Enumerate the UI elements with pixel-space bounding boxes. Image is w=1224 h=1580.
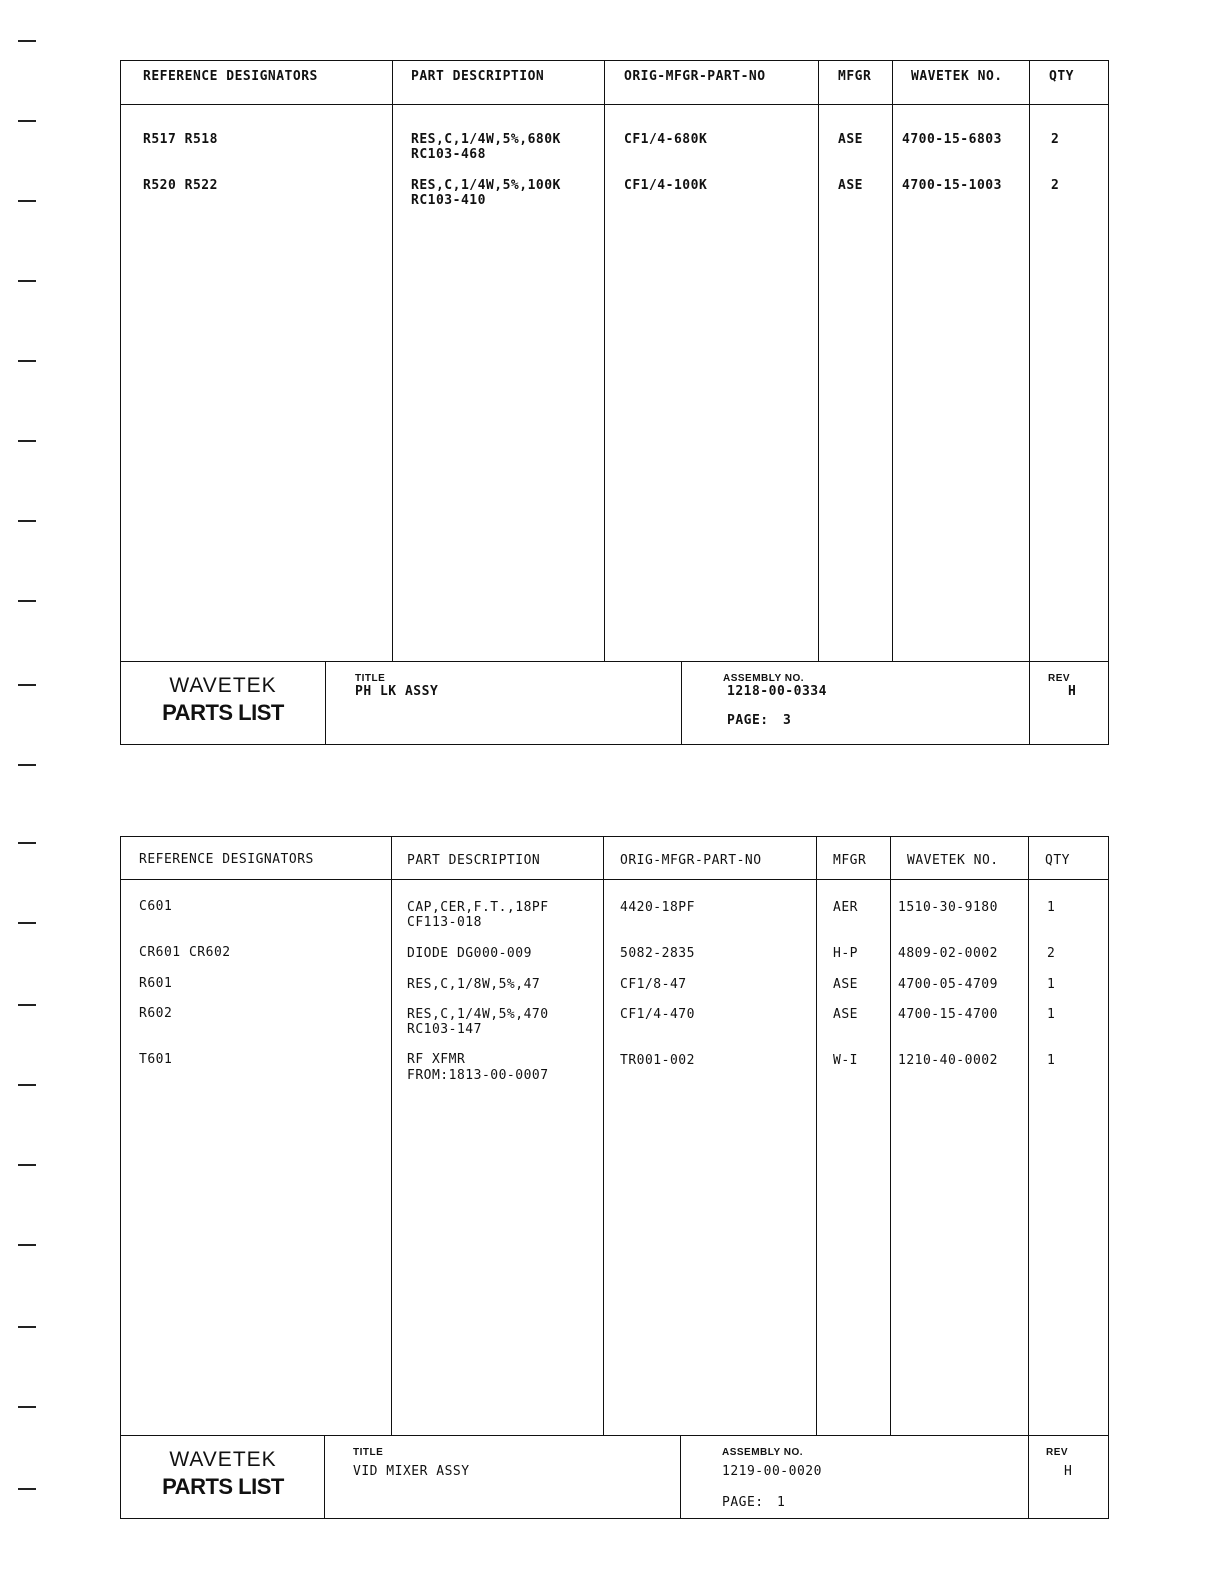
cell-desc: CAP,CER,F.T.,18PF: [407, 900, 549, 915]
rev-label: REV: [1046, 1447, 1069, 1458]
footer-divider: [680, 1436, 681, 1518]
footer-divider: [324, 1436, 325, 1518]
margin-tick: [18, 360, 36, 362]
cell-mfg-part: CF1/4-100K: [624, 178, 708, 193]
assembly-value: 1219-00-0020: [722, 1464, 822, 1479]
margin-tick: [18, 922, 36, 924]
cell-mfgr: ASE: [838, 178, 863, 193]
cell-ref: R602: [139, 1006, 173, 1021]
cell-wavetek-no: 4700-15-6803: [902, 132, 1002, 147]
footer-divider: [325, 662, 326, 744]
header-mfgr: MFGR: [838, 69, 872, 84]
wavetek-logo: WAVETEK: [169, 1448, 277, 1471]
footer-divider: [1029, 662, 1030, 744]
assembly-label: ASSEMBLY NO.: [722, 1447, 804, 1458]
cell-qty: 2: [1047, 946, 1056, 961]
cell-qty: 2: [1051, 178, 1060, 193]
cell-desc: RF XFMR: [407, 1052, 466, 1067]
margin-tick: [18, 684, 36, 686]
cell-desc-line2: FROM:1813-00-0007: [407, 1068, 549, 1083]
cell-wavetek-no: 4809-02-0002: [898, 946, 998, 961]
cell-wavetek-no: 4700-15-4700: [898, 1007, 998, 1022]
wavetek-logo: WAVETEK: [169, 674, 277, 697]
cell-mfg-part: 4420-18PF: [620, 900, 695, 915]
cell-wavetek-no: 1210-40-0002: [898, 1053, 998, 1068]
footer-divider: [681, 662, 682, 744]
column-divider: [816, 837, 817, 1436]
cell-ref: CR601 CR602: [139, 945, 231, 960]
cell-ref: C601: [139, 899, 173, 914]
rev-value: H: [1068, 684, 1077, 699]
margin-tick: [18, 1244, 36, 1246]
parts-list-sheet: [120, 836, 1109, 1519]
cell-mfgr: AER: [833, 900, 858, 915]
title-block: [121, 1435, 1108, 1518]
brand-block: [121, 662, 325, 744]
cell-mfg-part: 5082-2835: [620, 946, 695, 961]
footer-divider: [1028, 1436, 1029, 1518]
cell-mfg-part: TR001-002: [620, 1053, 695, 1068]
cell-desc: RES,C,1/4W,5%,680K: [411, 132, 561, 147]
cell-qty: 2: [1051, 132, 1060, 147]
header-mfgr: MFGR: [833, 853, 867, 868]
parts-list-sheet: [120, 60, 1109, 745]
header-wavetek-no: WAVETEK NO.: [911, 69, 1003, 84]
margin-tick: [18, 1488, 36, 1490]
rev-value: H: [1064, 1464, 1073, 1479]
cell-mfgr: ASE: [838, 132, 863, 147]
title-label: TITLE: [355, 673, 386, 684]
cell-ref: T601: [139, 1052, 173, 1067]
cell-desc-line2: RC103-410: [411, 193, 486, 208]
cell-wavetek-no: 4700-15-1003: [902, 178, 1002, 193]
rev-label: REV: [1048, 673, 1071, 684]
margin-tick: [18, 842, 36, 844]
margin-tick: [18, 1164, 36, 1166]
column-divider: [603, 837, 604, 1436]
cell-qty: 1: [1047, 1053, 1056, 1068]
header-qty: QTY: [1045, 853, 1070, 868]
title-label: TITLE: [353, 1447, 384, 1458]
cell-mfgr: ASE: [833, 977, 858, 992]
column-divider: [890, 837, 891, 1436]
title-block: [121, 661, 1108, 744]
cell-mfg-part: CF1/4-680K: [624, 132, 708, 147]
cell-wavetek-no: 4700-05-4709: [898, 977, 998, 992]
cell-mfgr: H-P: [833, 946, 858, 961]
header-divider: [121, 879, 1108, 880]
brand-block: [121, 1436, 325, 1518]
parts-list-label: PARTS LIST: [162, 1474, 284, 1499]
cell-qty: 1: [1047, 900, 1056, 915]
cell-ref: R517 R518: [143, 132, 218, 147]
column-divider: [892, 61, 893, 661]
cell-desc: RES,C,1/4W,5%,470: [407, 1007, 549, 1022]
header-wavetek-no: WAVETEK NO.: [907, 853, 999, 868]
margin-tick: [18, 764, 36, 766]
header-orig-mfgr-part-no: ORIG-MFGR-PART-NO: [624, 69, 766, 84]
column-divider: [604, 61, 605, 661]
page-label: PAGE:: [727, 713, 769, 728]
cell-desc-line2: CF113-018: [407, 915, 482, 930]
cell-ref: R520 R522: [143, 178, 218, 193]
cell-mfg-part: CF1/4-470: [620, 1007, 695, 1022]
cell-desc-line2: RC103-468: [411, 147, 486, 162]
header-reference-designators: REFERENCE DESIGNATORS: [143, 69, 318, 84]
cell-wavetek-no: 1510-30-9180: [898, 900, 998, 915]
cell-desc: RES,C,1/8W,5%,47: [407, 977, 541, 992]
page-label: PAGE:: [722, 1495, 764, 1510]
column-divider: [391, 837, 392, 1436]
cell-desc: RES,C,1/4W,5%,100K: [411, 178, 561, 193]
parts-list-label: PARTS LIST: [162, 700, 284, 725]
cell-mfgr: ASE: [833, 1007, 858, 1022]
margin-tick: [18, 440, 36, 442]
cell-ref: R601: [139, 976, 173, 991]
header-part-description: PART DESCRIPTION: [411, 69, 545, 84]
header-qty: QTY: [1049, 69, 1074, 84]
title-value: PH LK ASSY: [355, 684, 439, 699]
margin-tick: [18, 40, 36, 42]
margin-tick: [18, 280, 36, 282]
cell-desc-line2: RC103-147: [407, 1022, 482, 1037]
cell-qty: 1: [1047, 1007, 1056, 1022]
cell-desc: DIODE DG000-009: [407, 946, 532, 961]
margin-tick: [18, 520, 36, 522]
cell-mfg-part: CF1/8-47: [620, 977, 687, 992]
page-value: 3: [783, 713, 792, 728]
page-value: 1: [777, 1495, 786, 1510]
title-value: VID MIXER ASSY: [353, 1464, 470, 1479]
assembly-label: ASSEMBLY NO.: [723, 673, 805, 684]
column-divider: [392, 61, 393, 661]
header-orig-mfgr-part-no: ORIG-MFGR-PART-NO: [620, 853, 762, 868]
margin-tick: [18, 1084, 36, 1086]
margin-tick: [18, 200, 36, 202]
margin-tick: [18, 600, 36, 602]
cell-mfgr: W-I: [833, 1053, 858, 1068]
margin-tick: [18, 120, 36, 122]
column-divider: [1028, 837, 1029, 1436]
margin-tick: [18, 1004, 36, 1006]
column-divider: [818, 61, 819, 661]
margin-tick: [18, 1406, 36, 1408]
header-part-description: PART DESCRIPTION: [407, 853, 541, 868]
assembly-value: 1218-00-0334: [727, 684, 827, 699]
cell-qty: 1: [1047, 977, 1056, 992]
margin-tick: [18, 1326, 36, 1328]
header-divider: [121, 104, 1108, 105]
column-divider: [1029, 61, 1030, 661]
header-reference-designators: REFERENCE DESIGNATORS: [139, 852, 314, 867]
